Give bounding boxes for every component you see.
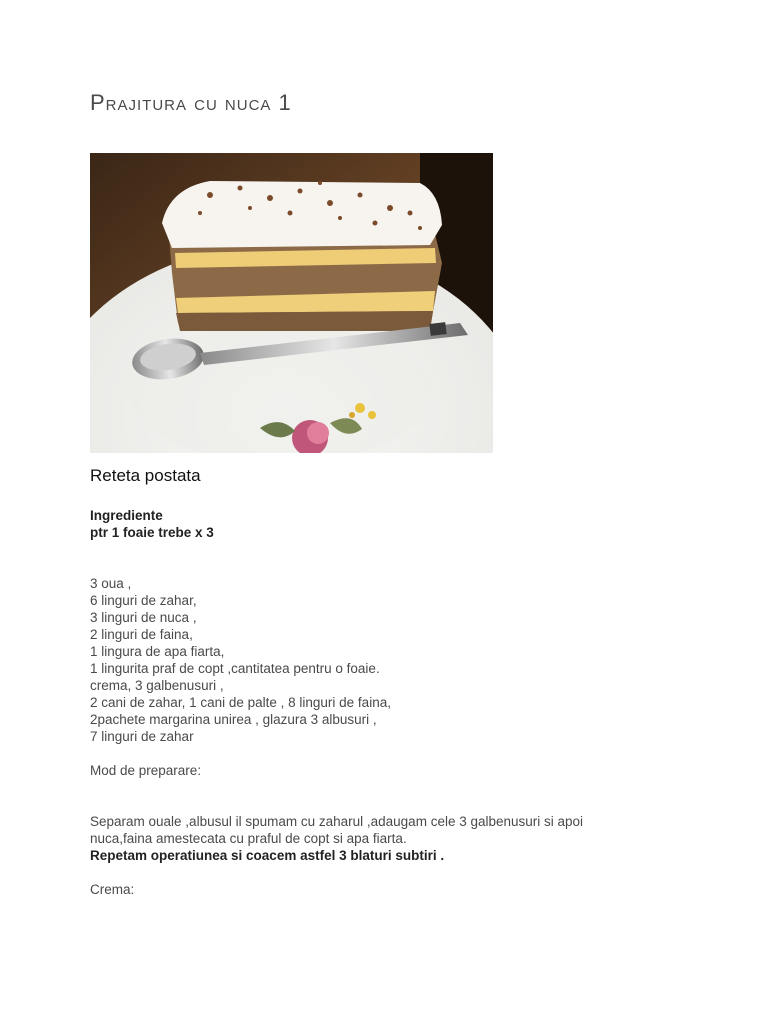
ingredients-list xyxy=(90,575,391,745)
preparation-line: nuca,faina amestecata cu praful de copt si apa fiarta. xyxy=(90,831,407,846)
ingredient-item: 6 linguri de zahar, xyxy=(90,593,197,608)
recipe-subheading: Reteta postata xyxy=(90,466,201,485)
ingredient-item: crema, 3 galbenusuri , xyxy=(90,678,224,693)
ingredients-note: ptr 1 foaie trebe x 3 xyxy=(90,525,214,540)
page-title: Prajitura cu nuca 1 xyxy=(90,90,292,115)
ingredient-item: 3 oua , xyxy=(90,576,132,591)
ingredient-item: 3 linguri de nuca , xyxy=(90,610,197,625)
ingredient-item: 7 linguri de zahar xyxy=(90,729,194,744)
ingredients-label: Ingrediente xyxy=(90,508,163,523)
preparation-bold-note: Repetam operatiunea si coacem astfel 3 blaturi subtiri . xyxy=(90,848,445,863)
ingredient-item: 1 lingurita praf de copt ,cantitatea pentru o foaie. xyxy=(90,661,380,676)
preparation-heading: Mod de preparare: xyxy=(90,763,202,778)
crema-label: Crema: xyxy=(90,882,135,897)
ingredients-header xyxy=(90,507,214,541)
ingredient-item: 2pachete margarina unirea , glazura 3 albusuri , xyxy=(90,712,377,727)
ingredient-item: 2 cani de zahar, 1 cani de palte , 8 linguri de faina, xyxy=(90,695,391,710)
preparation-text xyxy=(90,813,690,847)
ingredient-item: 1 lingura de apa fiarta, xyxy=(90,644,225,659)
cake-photo xyxy=(90,153,493,453)
ingredient-item: 2 linguri de faina, xyxy=(90,627,193,642)
preparation-line: Separam ouale ,albusul il spumam cu zaharul ,adaugam cele 3 galbenusuri si apoi xyxy=(90,814,584,829)
